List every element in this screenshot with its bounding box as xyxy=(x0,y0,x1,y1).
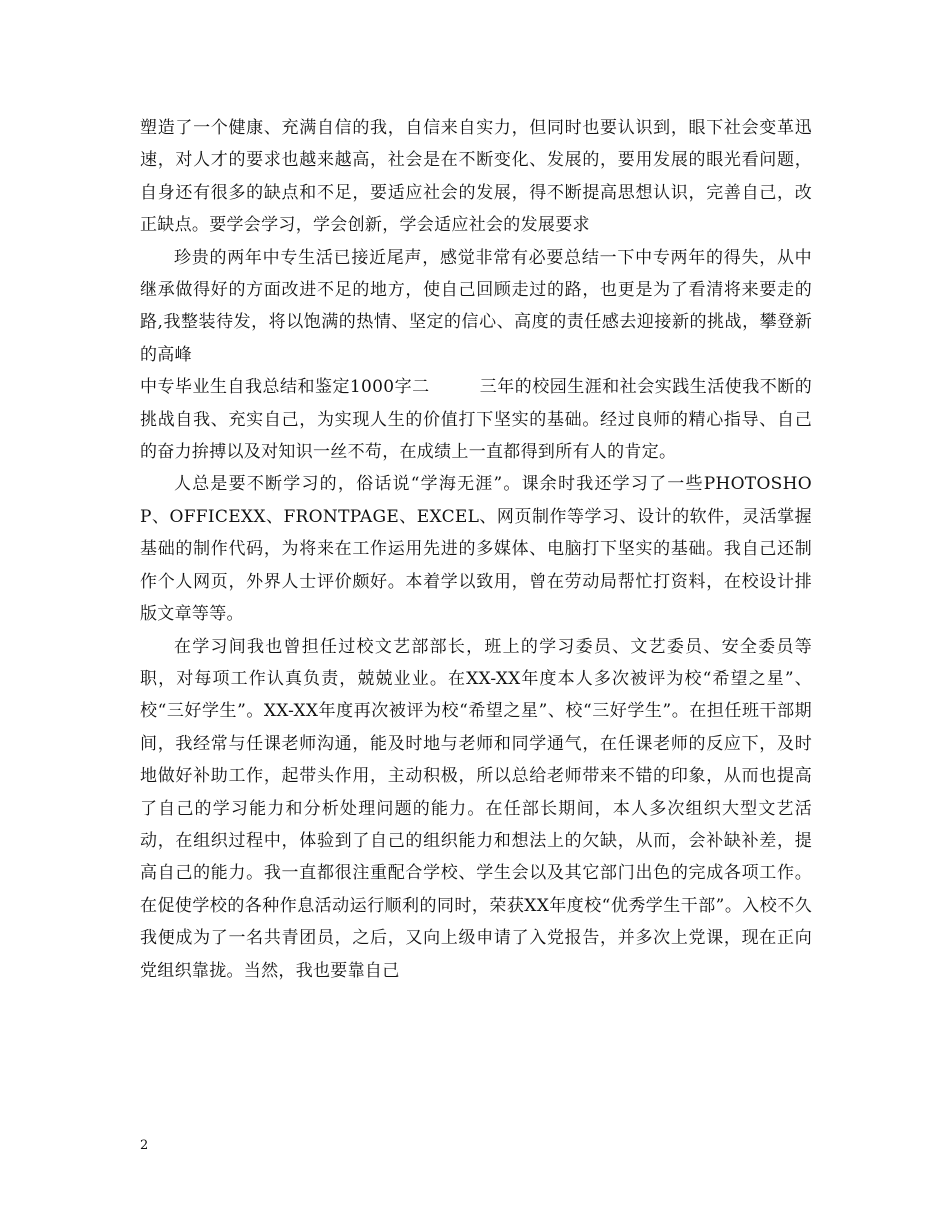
paragraph-3-text: 三年的校园生涯和社会实践生活使我不断的挑战自我、充实自己，为实现人生的价值打下坚实的基础。经过良师的精心指导、自己的奋力拚搏以及对知识一丝不苟，在成绩上一直都得到所有人的肯定。 xyxy=(140,377,812,463)
paragraph-1: 塑造了一个健康、充满自信的我，自信来自实力，但同时也要认识到，眼下社会变革迅速，对人才的要求也越来越高，社会是在不断变化、发展的，要用发展的眼光看问题，自身还有很多的缺点和不足，要适应社会的发展，得不断提高思想认识，完善自己，改正缺点。要学会学习，学会创新，学会适应社会的发展要求 xyxy=(140,118,812,236)
document-body xyxy=(140,112,812,987)
paragraph-5: 在学习间我也曾担任过校文艺部部长，班上的学习委员、文艺委员、安全委员等职，对每项工作认真负责，兢兢业业。在XX-XX年度本人多次被评为校“希望之星”、校“三好学生”。XX-XX年度再次被评为校“希望之星”、校“三好学生”。在担任班干部期间，我经常与任课老师沟通，能及时地与老师和同学通气，在任课老师的反应下，及时地做好补助工作，起带头作用，主动积极，所以总给老师带来不错的印象，从而也提高了自己的学习能力和分析处理问题的能力。在任部长期间，本人多次组织大型文艺活动，在组织过程中，体验到了自己的组织能力和想法上的欠缺，从而，会补缺补差，提高自己的能力。我一直都很注重配合学校、学生会以及其它部门出色的完成各项工作。在促使学校的各种作息活动运行顺利的同时，荣获XX年度校“优秀学生干部”。入校不久我便成为了一名共青团员，之后，又向上级申请了入党报告，并多次上党课，现在正向党组织靠拢。当然，我也要靠自己 xyxy=(140,636,812,981)
paragraph-2: 珍贵的两年中专生活已接近尾声，感觉非常有必要总结一下中专两年的得失，从中继承做得好的方面改进不足的地方，使自己回顾走过的路，也更是为了看清将来要走的路,我整装待发，将以饱满的热情、坚定的信心、高度的责任感去迎接新的挑战，攀登新的高峰 xyxy=(140,247,812,365)
page-number: 2 xyxy=(140,1138,149,1153)
paragraph-4: 人总是要不断学习的，俗话说“学海无涯”。课余时我还学习了一些PHOTOSHOP、OFFICEXX、FRONTPAGE、EXCEL、网页制作等学习、设计的软件，灵活掌握基础的制作代码，为将来在工作运用先进的多媒体、电脑打下坚实的基础。我自己还制作个人网页，外界人士评价颇好。本着学以致用，曾在劳动局帮忙打资料，在校设计排版文章等等。 xyxy=(140,474,812,625)
paragraph-3 xyxy=(140,371,812,468)
section-heading: 中专毕业生自我总结和鉴定1000字二 xyxy=(140,377,430,398)
